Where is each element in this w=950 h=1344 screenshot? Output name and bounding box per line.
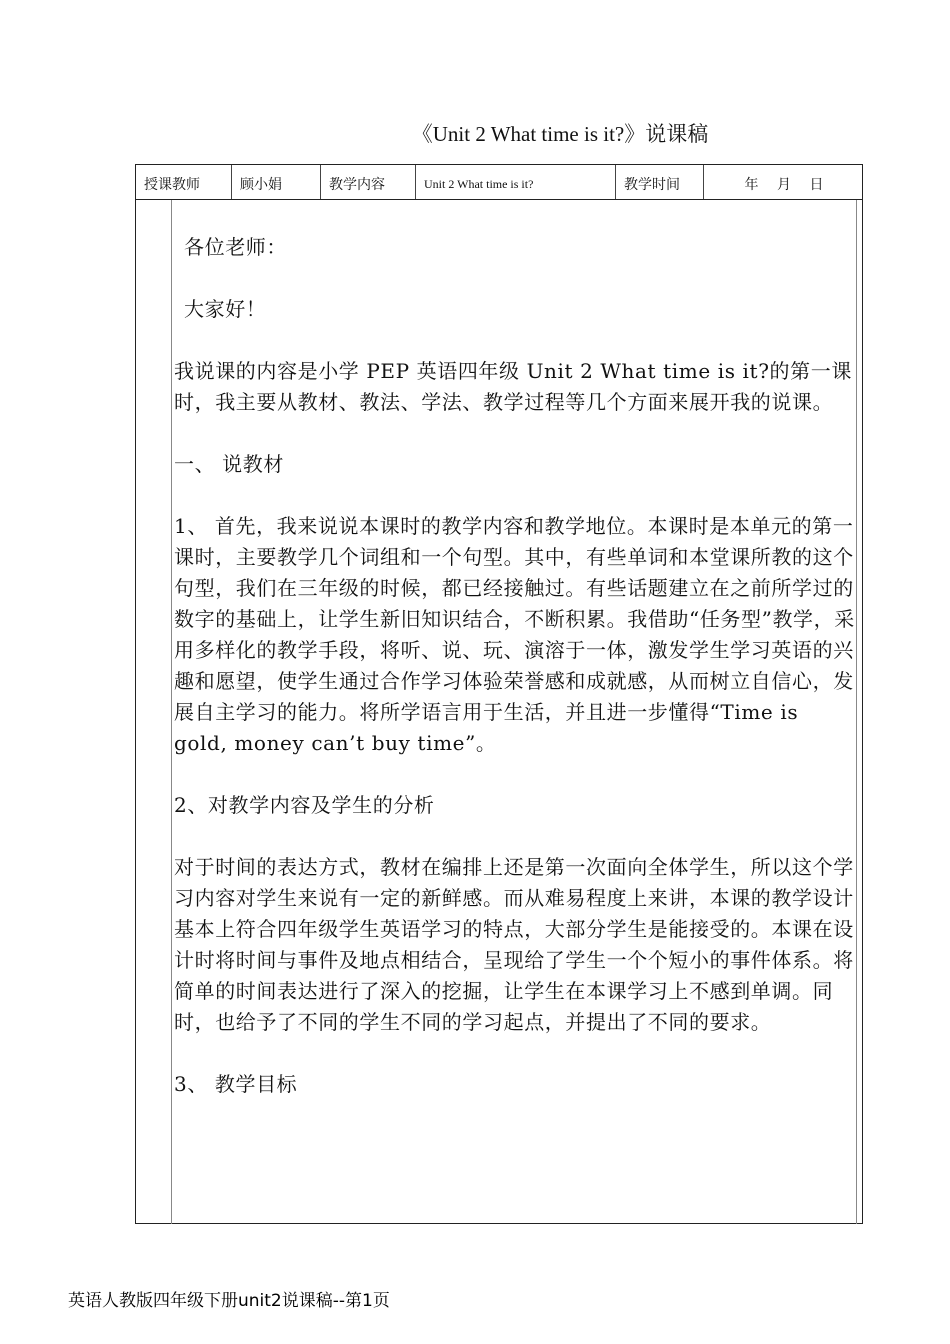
inner-border-left (171, 200, 172, 1224)
content-label: 教学内容 (321, 165, 416, 199)
body-content (174, 232, 856, 1100)
paragraph-2: 对于时间的表达方式，教材在编排上还是第一次面向全体学生，所以这个学习内容对学生来说有一定的新鲜感。而从难易程度上来讲，本课的教学设计基本上符合四年级学生英语学习的特点，大部分学生是能接受的。本课在设计时将时间与事件及地点相结合，呈现给了学生一个个短小的事件体系。将简单的时间表达进行了深入的挖掘，让学生在本课学习上不感到单调。同时，也给予了不同的学生不同的学习起点，并提出了不同的要求。 (174, 855, 854, 1034)
teacher-name: 顾小娟 (232, 165, 321, 199)
intro-paragraph: 我说课的内容是小学 PEP 英语四年级 Unit 2 What time is it?的第一课时，我主要从教材、教法、学法、教学过程等几个方面来展开我的说课。 (174, 359, 852, 414)
page-footer: 英语人教版四年级下册unit2说课稿--第1页 (68, 1291, 390, 1311)
document-title: 《Unit 2 What time is it?》说课稿 (411, 122, 709, 146)
paragraph-1: 1、 首先，我来说说本课时的教学内容和教学地位。本课时是本单元的第一课时，主要教学几个词组和一个句型。其中，有些单词和本堂课所教的这个句型，我们在三年级的时候，都已经接触过。有些话题建立在之前所学过的数字的基础上，让学生新旧知识结合，不断积累。我借助“任务型”教学，采用多样化的教学手段，将听、说、玩、演溶于一体，激发学生学习英语的兴趣和愿望，使学生通过合作学习体验荣誉感和成就感，从而树立自信心，发展自主学习的能力。将所学语言用于生活，并且进一步懂得“Time is gold, money can’t buy time”。 (174, 514, 855, 755)
section-heading-1: 一、 说教材 (174, 452, 284, 476)
section-heading-3: 3、 教学目标 (174, 1072, 298, 1096)
content-value: Unit 2 What time is it? (416, 165, 616, 199)
greeting: 各位老师： (184, 235, 287, 259)
hello: 大家好！ (184, 297, 267, 321)
time-value: 年 月 日 (744, 177, 824, 193)
time-label: 教学时间 (616, 165, 704, 199)
teacher-label: 授课教师 (136, 165, 232, 199)
inner-border-right (856, 200, 857, 1224)
header-table (135, 164, 863, 200)
section-heading-2: 2、对教学内容及学生的分析 (174, 793, 435, 817)
